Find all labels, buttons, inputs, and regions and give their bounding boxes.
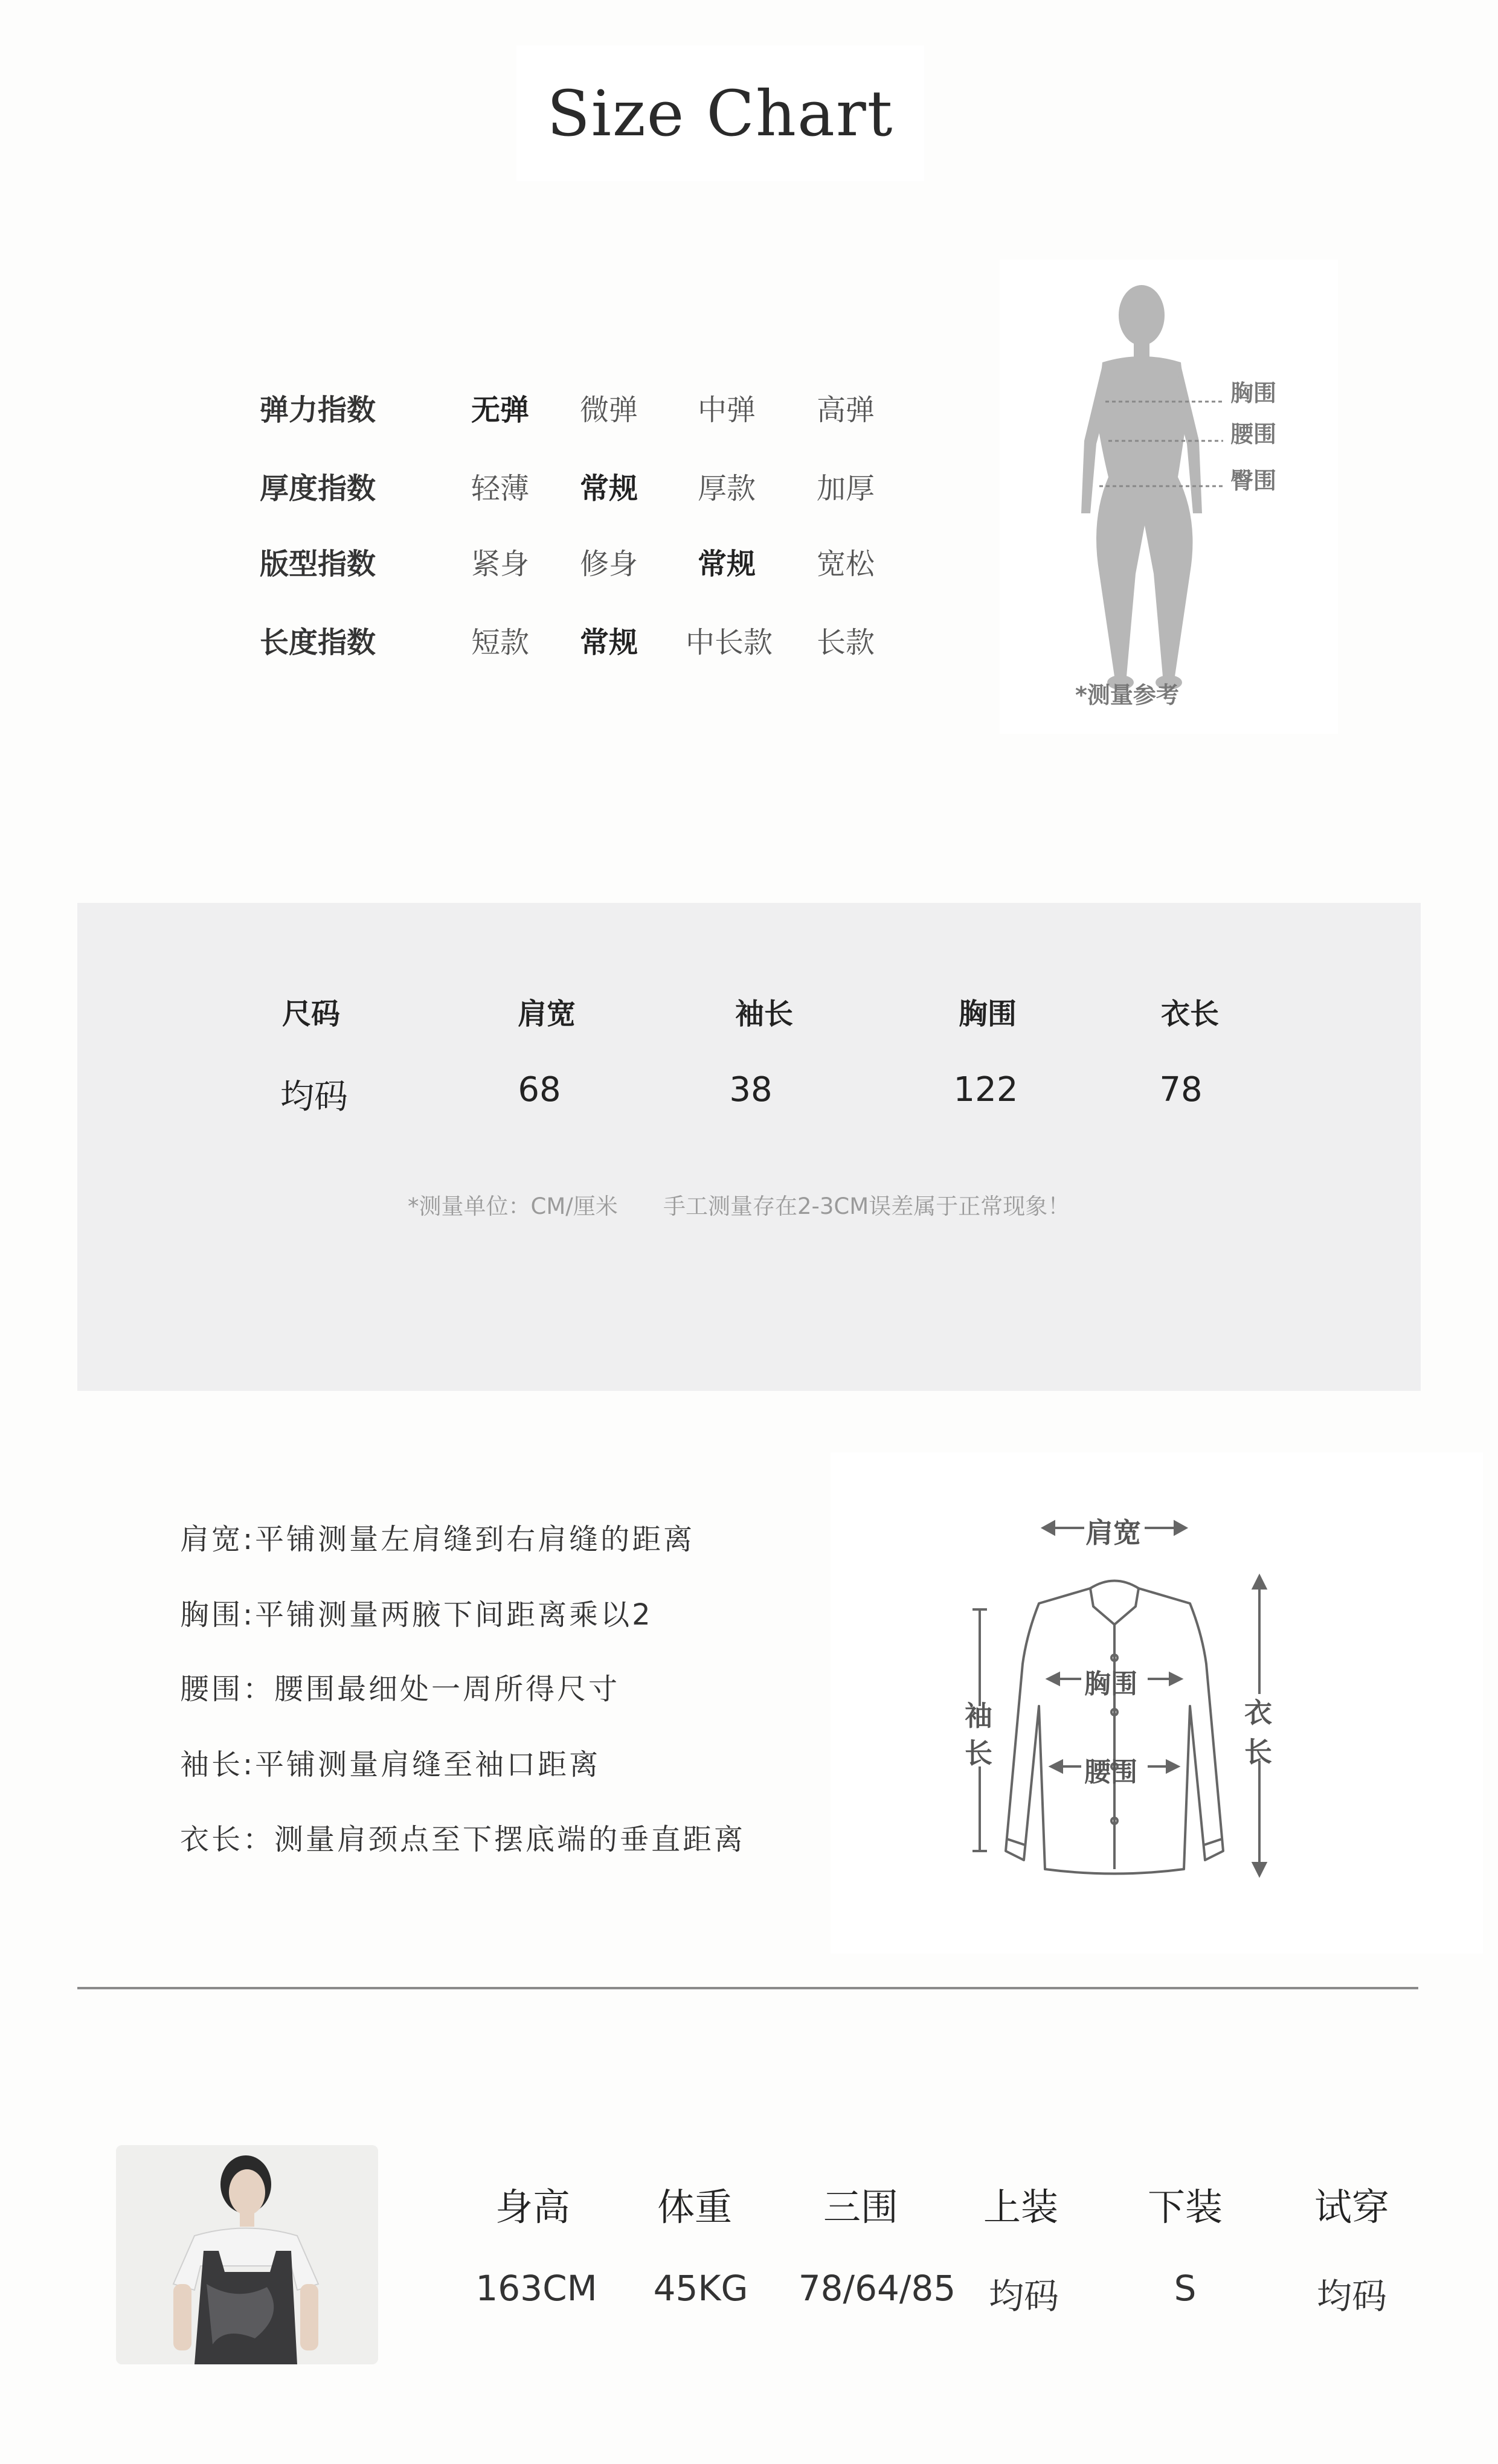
figure-label-waist: 腰围	[1230, 421, 1277, 448]
model-value: S	[1174, 2268, 1197, 2309]
note-unit: *测量单位：CM/厘米	[408, 1193, 618, 1219]
size-header: 胸围	[958, 997, 1017, 1031]
definition-item: 腰围：腰围最细处一周所得尺寸	[180, 1672, 620, 1706]
shirt-label-sleeve-1: 袖	[965, 1699, 992, 1732]
figure-label-hip: 臀围	[1230, 467, 1277, 494]
definition-item: 袖长:平铺测量肩缝至袖口距离	[180, 1748, 601, 1782]
index-option: 加厚	[817, 472, 875, 505]
shirt-label-chest: 胸围	[1084, 1669, 1137, 1699]
index-label: 弹力指数	[260, 393, 376, 427]
index-label: 厚度指数	[260, 472, 376, 505]
size-header: 尺码	[281, 997, 341, 1031]
index-option: 宽松	[817, 547, 875, 581]
size-header: 袖长	[735, 997, 794, 1031]
index-row-thickness	[260, 465, 924, 513]
size-table-panel	[77, 903, 1421, 1391]
index-option: 微弹	[580, 393, 638, 427]
size-header: 衣长	[1160, 997, 1220, 1031]
index-row-elasticity	[260, 387, 924, 435]
index-option: 中弹	[698, 393, 756, 427]
size-value: 68	[518, 1070, 561, 1109]
model-header: 体重	[657, 2185, 733, 2229]
index-label: 长度指数	[260, 626, 376, 659]
index-option: 长款	[817, 626, 875, 659]
figure-label-chest: 胸围	[1230, 380, 1277, 406]
shirt-label-waist: 腰围	[1084, 1757, 1137, 1788]
definition-item: 胸围:平铺测量两腋下间距离乘以2	[180, 1598, 653, 1632]
index-option: 轻薄	[471, 472, 530, 505]
shirt-label-length-2: 长	[1244, 1736, 1272, 1768]
model-photo-image	[116, 2145, 378, 2364]
model-value: 均码	[1316, 2276, 1387, 2317]
definition-item: 肩宽:平铺测量左肩缝到右肩缝的距离	[180, 1522, 695, 1556]
model-value: 163CM	[475, 2268, 597, 2309]
model-value: 78/64/85	[798, 2268, 956, 2309]
index-option-selected: 常规	[580, 472, 638, 505]
size-header: 肩宽	[517, 997, 576, 1031]
index-option: 高弹	[817, 393, 875, 427]
model-value: 45KG	[653, 2268, 748, 2309]
index-row-fit	[260, 541, 924, 589]
size-value: 78	[1159, 1070, 1203, 1109]
size-value: 均码	[280, 1077, 348, 1117]
index-label: 版型指数	[260, 547, 376, 581]
index-option: 中长款	[686, 626, 773, 659]
index-option-selected: 常规	[580, 626, 638, 659]
note-error: 手工测量存在2-3CM误差属于正常现象！	[663, 1193, 1070, 1219]
index-option-selected: 无弹	[471, 393, 530, 427]
index-option: 修身	[580, 547, 638, 581]
model-header: 三围	[823, 2185, 899, 2229]
page-title: Size Chart	[547, 76, 894, 150]
model-photo	[116, 2145, 378, 2364]
body-figure-panel	[1000, 260, 1338, 734]
index-option: 紧身	[471, 547, 530, 581]
title-box	[516, 45, 924, 181]
size-value: 38	[729, 1070, 773, 1109]
model-header: 下装	[1147, 2185, 1223, 2229]
definition-item: 衣长：测量肩颈点至下摆底端的垂直距离	[180, 1823, 746, 1856]
model-header: 试穿	[1314, 2185, 1390, 2229]
shirt-diagram-icon	[831, 1452, 1483, 1954]
index-row-length	[260, 619, 924, 667]
shirt-label-length-1: 衣	[1244, 1696, 1272, 1729]
shirt-label-shoulder: 肩宽	[1085, 1516, 1141, 1549]
body-silhouette-icon	[1000, 260, 1338, 734]
size-value: 122	[953, 1070, 1018, 1109]
model-value: 均码	[988, 2276, 1059, 2317]
section-divider	[77, 1987, 1418, 1989]
model-header: 身高	[495, 2185, 571, 2229]
index-option-selected: 常规	[698, 547, 756, 581]
model-header: 上装	[983, 2185, 1059, 2229]
index-option: 短款	[471, 626, 530, 659]
index-option: 厚款	[698, 472, 756, 505]
figure-caption: *测量参考	[1075, 682, 1179, 708]
shirt-diagram-panel	[831, 1452, 1483, 1954]
shirt-label-sleeve-2: 长	[965, 1737, 992, 1769]
